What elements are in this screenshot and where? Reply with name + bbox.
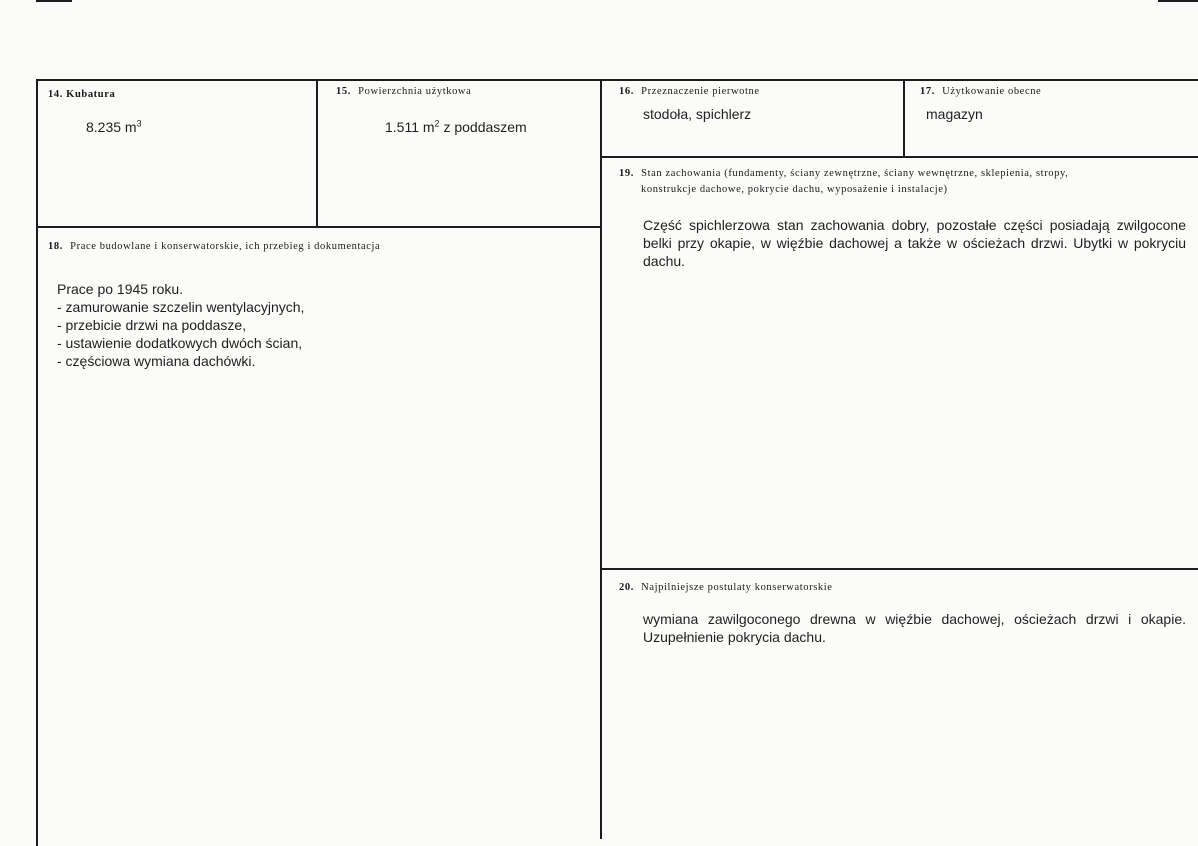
- field-15-value: [385, 118, 527, 136]
- field-15-number: 15.: [336, 86, 351, 97]
- divider-14-15: [316, 79, 318, 227]
- field-14-label: [48, 89, 115, 100]
- field-20-title: Najpilniejsze postulaty konserwatorskie: [641, 582, 833, 593]
- field-16-title: Przeznaczenie pierwotne: [641, 86, 760, 97]
- field-20-value: wymiana zawilgoconego drewna w więźbie dachowej, ościeżach drzwi i okapie. Uzupełnienie pokrycia dachu.: [643, 611, 1186, 645]
- field-18-line: Prace po 1945 roku.: [57, 281, 184, 297]
- field-18-line: - zamurowanie szczelin wentylacyjnych,: [57, 299, 305, 315]
- field-18-line: - ustawienie dodatkowych dwóch ścian,: [57, 335, 303, 351]
- field-16-label: [619, 86, 760, 97]
- field-14-value: [86, 118, 142, 136]
- divider-16-17: [903, 79, 905, 157]
- field-19-number: 19.: [619, 168, 634, 179]
- field-18-label: [48, 241, 380, 252]
- field-18-number: 18.: [48, 241, 63, 252]
- field-18-value: [57, 280, 304, 370]
- kubatura-unit-exponent: 3: [136, 118, 142, 129]
- frame-left-line: [36, 79, 38, 846]
- field-19-label-line-1: [619, 168, 1068, 179]
- field-20-label: [619, 582, 833, 593]
- field-17-number: 17.: [920, 86, 935, 97]
- field-14-number: 14.: [48, 89, 63, 100]
- field-18-title: Prace budowlane i konserwatorskie, ich przebieg i dokumentacja: [70, 241, 381, 252]
- field-20-number: 20.: [619, 582, 634, 593]
- field-17-value: magazyn: [926, 106, 983, 122]
- row-divider-right-lower: [602, 568, 1198, 570]
- field-15-title: Powierzchnia użytkowa: [358, 86, 472, 97]
- powierzchnia-value: 1.511 m: [385, 119, 435, 135]
- field-17-label: [920, 86, 1041, 97]
- field-19-value: Część spichlerzowa stan zachowania dobry, pozostałe części posiadają zwilgocone belki przy okapie, w więźbie dachowej a także w ościeżach drzwi. Ubytki w pokryciu dachu.: [643, 217, 1186, 269]
- field-18-line: - częściowa wymiana dachówki.: [57, 353, 256, 369]
- field-17-title: Użytkowanie obecne: [942, 86, 1042, 97]
- field-18-line: - przebicie drzwi na poddasze,: [57, 317, 247, 333]
- field-14-title: Kubatura: [66, 89, 116, 100]
- row-divider-right-upper: [602, 156, 1198, 158]
- field-15-label: [336, 86, 471, 97]
- field-19-title: Stan zachowania (fundamenty, ściany zewnętrzne, ściany wewnętrzne, sklepienia, stropy,: [641, 168, 1069, 179]
- field-19-label-line-2: konstrukcje dachowe, pokrycie dachu, wyposażenie i instalacje): [641, 184, 948, 195]
- powierzchnia-unit-exponent: 2: [434, 118, 440, 129]
- kubatura-value: 8.235 m: [86, 119, 137, 135]
- frame-top-line: [36, 79, 1198, 81]
- field-16-value: stodoła, spichlerz: [643, 106, 752, 122]
- center-divider: [600, 79, 602, 839]
- powierzchnia-suffix: z poddaszem: [439, 119, 527, 135]
- top-edge-mark: [1158, 0, 1198, 2]
- field-16-number: 16.: [619, 86, 634, 97]
- top-edge-mark: [36, 0, 72, 2]
- row-divider-left: [36, 226, 602, 228]
